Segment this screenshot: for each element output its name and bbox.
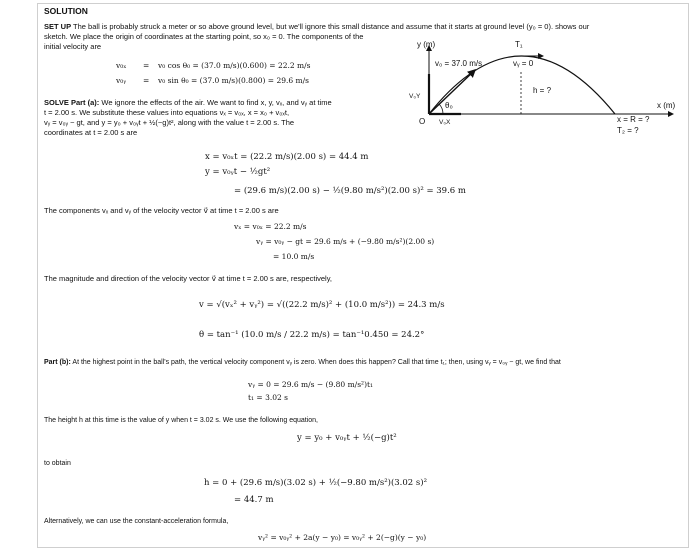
setup-label: SET UP — [44, 22, 72, 31]
theta-arc — [439, 104, 443, 114]
part-b-line-1: Part (b): At the highest point in the ball's path, the vertical velocity component vᵧ is zero. When does this happen? Call that time t₁; then, using vᵧ = v₀ᵧ − gt, we find that — [44, 359, 561, 366]
range-label: x = R = ? — [617, 115, 650, 124]
setup-line-1: SET UP The ball is probably struck a meter or so above ground level, but we'll ignore this small distance and assume that it starts at ground level (y₀ = 0). shows our — [44, 22, 590, 31]
eq-b-t1: t₁ = 3.02 s — [248, 393, 289, 402]
solve-line-2: t = 2.00 s. We substitute these values into equations vₓ = v₀ₓ, x = x₀ + v₀ₓt, — [44, 108, 290, 117]
eq-v0x-rhs: v₀ cos θ₀ = (37.0 m/s)(0.600) = 22.2 m/s — [158, 61, 311, 70]
eq-y-2: = (29.6 m/s)(2.00 s) − ½(9.80 m/s²)(2.00 s)² = 39.6 m — [234, 186, 466, 196]
solve-line-3: vᵧ = v₀ᵧ − gt, and y = y₀ + v₀ᵧt + ½(−g)t², along with the value t = 2.00 s. The — [44, 118, 295, 127]
eq-y-1: y = v₀ᵧt − ½gt² — [205, 167, 271, 177]
eq-vx: vₓ = v₀ₓ = 22.2 m/s — [234, 222, 307, 231]
alt-text: Alternatively, we can use the constant-acceleration formula, — [44, 518, 229, 525]
h-label: h = ? — [533, 86, 552, 95]
vy-zero-label: vᵧ = 0 — [513, 59, 534, 68]
components-text: The components vₓ and vᵧ of the velocity vector v⃗ at time t = 2.00 s are — [44, 206, 279, 215]
part-b-line-2: The height h at this time is the value of y when t = 3.02 s. We use the following equation, — [44, 417, 319, 424]
solve-line-1: SOLVE Part (a): We ignore the effects of the air. We want to find x, y, vₓ, and vᵧ at time — [44, 98, 332, 107]
solution-heading: SOLUTION — [44, 6, 88, 16]
eq-b-vy: vᵧ = 0 = 29.6 m/s − (9.80 m/s²)t₁ — [248, 380, 374, 389]
part-a-label: Part (a): — [70, 98, 100, 107]
eq-v0x-eq: = — [143, 61, 150, 70]
eq-v0y-rhs: v₀ sin θ₀ = (37.0 m/s)(0.800) = 29.6 m/s — [158, 76, 310, 85]
x-axis-label: x (m) — [657, 101, 676, 110]
v0-label: v₀ = 37.0 m/s — [435, 59, 483, 68]
eq-x: x = v₀ₓt = (22.2 m/s)(2.00 s) = 44.4 m — [205, 152, 369, 162]
eq-v0y-lhs: v₀ᵧ — [116, 76, 127, 85]
setup-line-2: sketch. We place the origin of coordinates at the starting point, so x₀ = 0. The components of the — [44, 32, 364, 41]
solve-line-4: coordinates at t = 2.00 s are — [44, 128, 138, 137]
origin-label: O — [419, 117, 426, 126]
eq-v0y-eq: = — [143, 76, 150, 85]
eq-v: v = √(vₓ² + vᵧ²) = √((22.2 m/s)² + (10.0 m/s²)) = 24.3 m/s — [199, 300, 445, 310]
to-obtain: to obtain — [44, 460, 71, 467]
part-b-label: Part (b): — [44, 359, 71, 366]
setup-line-3: initial velocity are — [44, 42, 102, 51]
eq-vy-2: = 10.0 m/s — [273, 252, 315, 261]
magnitude-text: The magnitude and direction of the velocity vector v⃗ at time t = 2.00 s are, respectively, — [44, 274, 332, 283]
v0y-label: V₀Y — [409, 93, 421, 100]
projectile-diagram — [405, 38, 685, 138]
theta-label: θ₀ — [445, 101, 453, 110]
eq-b-h-2: = 44.7 m — [234, 495, 274, 505]
eq-b-h-1: h = 0 + (29.6 m/s)(3.02 s) + ½(−9.80 m/s²)(3.02 s)² — [204, 478, 427, 488]
eq-b-alt: vᵧ² = v₀ᵧ² + 2a(y − y₀) = v₀ᵧ² + 2(−g)(y − y₀) — [258, 533, 427, 542]
eq-v0x-lhs: v₀ₓ — [116, 61, 127, 70]
solve-label: SOLVE — [44, 98, 69, 107]
eq-b-y: y = y₀ + v₀ᵧt + ½(−g)t² — [297, 433, 397, 443]
v0x-label: V₀X — [439, 119, 451, 126]
y-axis-label: y (m) — [417, 40, 436, 49]
t2-label: T₂ = ? — [617, 126, 639, 135]
t1-label: T₁ — [515, 40, 523, 49]
eq-vy-1: vᵧ = v₀ᵧ − gt = 29.6 m/s + (−9.80 m/s²)(2.00 s) — [256, 237, 435, 246]
eq-theta: θ = tan⁻¹ (10.0 m/s / 22.2 m/s) = tan⁻¹0.450 = 24.2° — [199, 330, 425, 340]
